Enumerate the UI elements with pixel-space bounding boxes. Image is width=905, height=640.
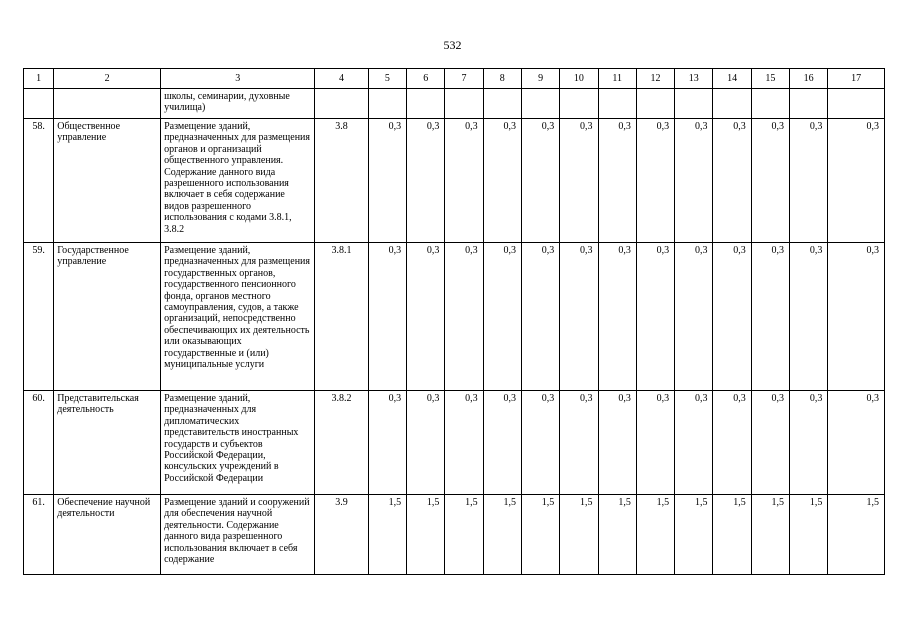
use-type-name-cell: Представительская деятельность [54,391,161,495]
coefficient-cell: 0,3 [598,119,636,243]
column-number-header: 10 [560,69,598,89]
coefficient-cell: 0,3 [675,391,713,495]
row-number-cell: 59. [24,243,54,391]
coefficient-cell: 0,3 [445,119,483,243]
coefficient-cell [560,89,598,119]
column-number-header: 12 [636,69,674,89]
use-type-description-cell: школы, семинарии, духовные училища) [161,89,315,119]
coefficient-cell: 0,3 [675,243,713,391]
classifier-code-cell: 3.9 [315,495,368,575]
classifier-code-cell: 3.8.2 [315,391,368,495]
coefficient-cell: 0,3 [407,391,445,495]
row-number-cell [24,89,54,119]
coefficient-cell: 0,3 [713,391,751,495]
land-use-table [23,68,885,575]
coefficient-cell [636,89,674,119]
column-number-header: 8 [483,69,521,89]
table-row [24,243,885,391]
coefficient-cell: 1,5 [636,495,674,575]
coefficient-cell: 0,3 [828,243,885,391]
coefficient-cell: 0,3 [521,119,559,243]
classifier-code-cell: 3.8.1 [315,243,368,391]
table-row [24,391,885,495]
use-type-description-cell: Размещение зданий, предназначенных для размещения органов и организаций общественного управления. Содержание данного вида разрешенного использования включает в себя содержание видов разрешенного использования с кодами 3.8.1, 3.8.2 [161,119,315,243]
coefficient-cell: 0,3 [445,243,483,391]
use-type-name-cell: Обеспечение научной деятельности [54,495,161,575]
use-type-description-cell: Размещение зданий, предназначенных для дипломатических представительств иностранных государств и субъектов Российской Федерации, консульских учреждений в Российской Федерации [161,391,315,495]
column-number-header: 17 [828,69,885,89]
column-number-header: 6 [407,69,445,89]
coefficient-cell: 0,3 [445,391,483,495]
coefficient-cell [445,89,483,119]
table-row [24,119,885,243]
coefficient-cell: 0,3 [828,391,885,495]
coefficient-cell: 0,3 [483,391,521,495]
coefficient-cell: 0,3 [713,243,751,391]
coefficient-cell: 1,5 [483,495,521,575]
coefficient-cell: 0,3 [368,391,406,495]
coefficient-cell: 0,3 [751,243,789,391]
coefficient-cell [407,89,445,119]
row-number-cell: 61. [24,495,54,575]
coefficient-cell: 1,5 [445,495,483,575]
coefficient-cell: 0,3 [521,391,559,495]
coefficient-cell: 0,3 [675,119,713,243]
column-number-header: 16 [790,69,828,89]
coefficient-cell: 0,3 [751,391,789,495]
coefficient-cell [483,89,521,119]
coefficient-cell [675,89,713,119]
coefficient-cell: 0,3 [368,243,406,391]
coefficient-cell [790,89,828,119]
coefficient-cell: 0,3 [790,119,828,243]
coefficient-cell: 0,3 [521,243,559,391]
column-number-header: 13 [675,69,713,89]
use-type-name-cell [54,89,161,119]
coefficient-cell: 0,3 [483,243,521,391]
column-number-row [24,69,885,89]
table-row [24,89,885,119]
coefficient-cell: 1,5 [675,495,713,575]
column-number-header: 7 [445,69,483,89]
use-type-description-cell: Размещение зданий и сооружений для обеспечения научной деятельности. Содержание данного вида разрешенного использования включает в себя содержание [161,495,315,575]
coefficient-cell: 1,5 [790,495,828,575]
column-number-header: 3 [161,69,315,89]
column-number-header: 5 [368,69,406,89]
coefficient-cell: 0,3 [636,243,674,391]
classifier-code-cell [315,89,368,119]
coefficient-cell [828,89,885,119]
classifier-code-cell: 3.8 [315,119,368,243]
column-number-header: 14 [713,69,751,89]
coefficient-cell: 1,5 [828,495,885,575]
coefficient-cell: 1,5 [598,495,636,575]
coefficient-cell: 1,5 [521,495,559,575]
coefficient-cell: 0,3 [790,391,828,495]
coefficient-cell [713,89,751,119]
coefficient-cell [368,89,406,119]
coefficient-cell: 0,3 [598,243,636,391]
coefficient-cell: 0,3 [368,119,406,243]
use-type-name-cell: Государственное управление [54,243,161,391]
coefficient-cell: 1,5 [751,495,789,575]
coefficient-cell: 0,3 [560,119,598,243]
coefficient-cell: 0,3 [560,391,598,495]
column-number-header: 1 [24,69,54,89]
coefficient-cell [521,89,559,119]
coefficient-cell [751,89,789,119]
column-number-header: 4 [315,69,368,89]
coefficient-cell: 0,3 [713,119,751,243]
coefficient-cell: 1,5 [560,495,598,575]
page-number: 532 [443,38,462,52]
coefficient-cell: 0,3 [751,119,789,243]
table-row [24,495,885,575]
row-number-cell: 60. [24,391,54,495]
coefficient-cell: 1,5 [713,495,751,575]
coefficient-cell: 0,3 [828,119,885,243]
column-number-header: 15 [751,69,789,89]
column-number-header: 11 [598,69,636,89]
column-number-header: 9 [521,69,559,89]
coefficient-cell: 0,3 [560,243,598,391]
use-type-description-cell: Размещение зданий, предназначенных для размещения государственных органов, государственного пенсионного фонда, органов местного самоуправления, судов, а также организаций, непосредственно обеспечивающих их деятельность или оказывающих государственные и (или) муниципальные услуги [161,243,315,391]
row-number-cell: 58. [24,119,54,243]
use-type-name-cell: Общественное управление [54,119,161,243]
coefficient-cell: 1,5 [407,495,445,575]
coefficient-cell: 0,3 [483,119,521,243]
column-number-header: 2 [54,69,161,89]
coefficient-cell: 0,3 [636,391,674,495]
coefficient-cell: 1,5 [368,495,406,575]
coefficient-cell: 0,3 [407,119,445,243]
coefficient-cell: 0,3 [407,243,445,391]
coefficient-cell [598,89,636,119]
coefficient-cell: 0,3 [636,119,674,243]
coefficient-cell: 0,3 [790,243,828,391]
coefficient-cell: 0,3 [598,391,636,495]
